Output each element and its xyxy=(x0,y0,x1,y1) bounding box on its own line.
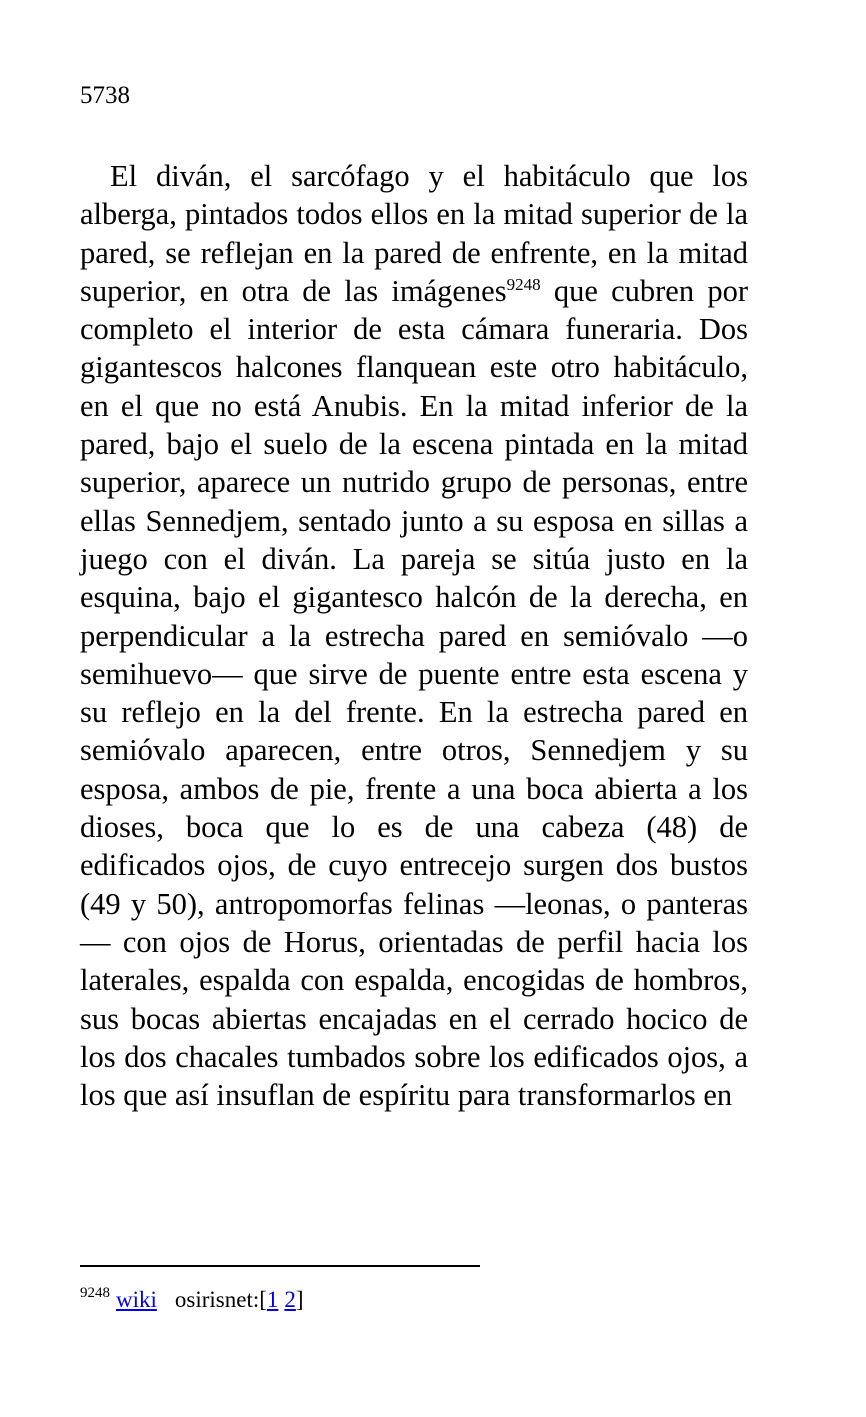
osirisnet-link-1[interactable]: 1 xyxy=(266,1287,279,1312)
page-number: 5738 xyxy=(80,82,130,109)
footnote xyxy=(80,1285,304,1315)
osirisnet-label: osirisnet:[ xyxy=(174,1287,267,1312)
wiki-link[interactable]: wiki xyxy=(116,1287,157,1312)
osirisnet-link-2[interactable]: 2 xyxy=(284,1287,296,1312)
paragraph-text-part-2: que cubren por completo el interior de esta cámara funeraria. Dos gigantescos halcones flanquean este otro habitáculo, en el que no está Anubis. En la mitad inferior de la pared, bajo el suelo de la escena pintada en la mitad superior, aparece un nutrido grupo de personas, entre ellas Sennedjem, sentado junto a su esposa en sillas a juego con el diván. La pareja se sitúa justo en la esquina, bajo el gigantesco halcón de la derecha, en perpendicular a la estrecha pared en semióvalo —o semihuevo— que sirve de puente entre esta escena y su reflejo en la del frente. En la estrecha pared en semióvalo aparecen, entre otros, Sennedjem y su esposa, ambos de pie, frente a una boca abierta a los dioses, boca que lo es de una cabeza (48) de edificados ojos, de cuyo entrecejo surgen dos bustos (49 y 50), antropomorfas felinas —leonas, o panteras— con ojos de Horus, orientadas de perfil hacia los laterales, espalda con espalda, encogidas de hombros, sus bocas abiertas encajadas en el cerrado hocico de los dos chacales tumbados sobre los edificados ojos, a los que así insuflan de espíritu para transformarlos en xyxy=(80,273,748,1113)
footnote-reference: 9248 xyxy=(506,274,541,294)
closing-bracket: ] xyxy=(295,1287,304,1312)
paragraph-text-part-1: El diván, el sarcófago y el habitáculo que los alberga, pintados todos ellos en la mitad superior de la pared, se reflejan en la pared de enfrente, en la mitad superior, en otra de las imágenes xyxy=(80,159,748,308)
body-paragraph xyxy=(80,157,748,1114)
footnote-number: 9248 xyxy=(80,1285,110,1301)
footnote-separator xyxy=(80,1265,480,1267)
